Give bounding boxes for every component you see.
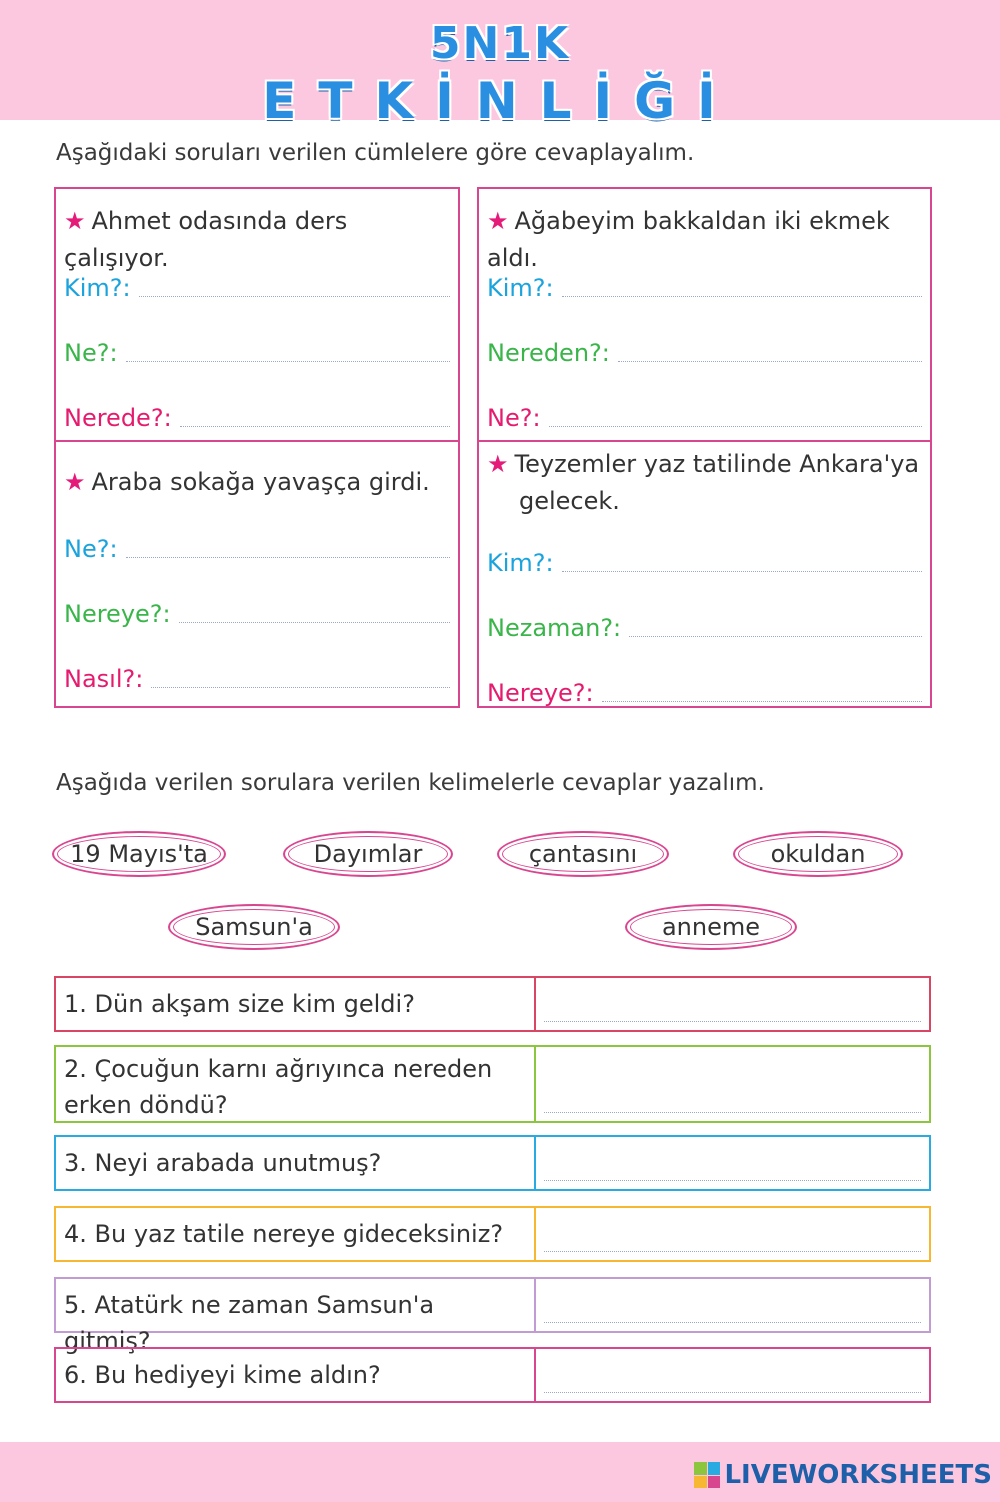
question-text: 3. Neyi arabada unutmuş?	[56, 1137, 536, 1189]
question-row	[54, 976, 931, 1032]
answer-field[interactable]	[536, 1208, 929, 1260]
answer-line[interactable]: Nerede?:	[64, 397, 450, 433]
answer-line[interactable]: Nereye?:	[487, 672, 922, 708]
word-oval: anneme	[625, 904, 797, 950]
answer-line[interactable]: Ne?:	[64, 332, 450, 368]
question-text: 1. Dün akşam size kim geldi?	[56, 978, 536, 1030]
card-sentence: ★ Ağabeyim bakkaldan iki ekmek aldı.	[487, 207, 890, 272]
star-icon: ★	[487, 207, 509, 235]
card-sentence: ★ Teyzemler yaz tatilinde Ankara'ya gelecek.	[487, 450, 920, 515]
card-agabeyim	[477, 187, 932, 442]
answer-field[interactable]	[536, 978, 929, 1030]
question-row	[54, 1135, 931, 1191]
question-text: 4. Bu yaz tatile nereye gideceksiniz?	[56, 1208, 536, 1260]
question-row	[54, 1206, 931, 1262]
word-oval: çantasını	[497, 831, 669, 877]
card-sentence: ★ Araba sokağa yavaşça girdi.	[64, 468, 430, 496]
answer-line[interactable]: Nezaman?:	[487, 607, 922, 643]
question-row	[54, 1277, 931, 1355]
answer-line[interactable]: Nasıl?:	[64, 658, 450, 694]
section1-instruction: Aşağıdaki soruları verilen cümlelere göre cevaplayalım.	[56, 140, 695, 166]
answer-field[interactable]	[536, 1137, 929, 1189]
answer-field[interactable]	[536, 1349, 929, 1401]
question-row	[54, 1347, 931, 1403]
star-icon: ★	[487, 450, 509, 478]
star-icon: ★	[64, 468, 86, 496]
answer-field[interactable]	[536, 1047, 929, 1121]
card-araba	[54, 440, 460, 708]
title-5n1k: 5N1K	[429, 18, 571, 69]
card-teyzemler	[477, 440, 932, 708]
word-oval: 19 Mayıs'ta	[52, 831, 226, 877]
star-icon: ★	[64, 207, 86, 235]
liveworksheets-logo: LIVEWORKSHEETS	[694, 1460, 992, 1490]
question-text: 5. Atatürk ne zaman Samsun'a gitmiş?	[56, 1279, 536, 1331]
answer-line[interactable]: Ne?:	[487, 397, 922, 433]
question-row	[54, 1045, 931, 1123]
word-oval: okuldan	[733, 831, 903, 877]
section2-instruction: Aşağıda verilen sorulara verilen kelimelerle cevaplar yazalım.	[56, 770, 765, 796]
question-text: 6. Bu hediyeyi kime aldın?	[56, 1349, 536, 1401]
answer-line[interactable]: Ne?:	[64, 528, 450, 564]
word-oval: Samsun'a	[168, 904, 340, 950]
answer-line[interactable]: Nereye?:	[64, 593, 450, 629]
card-ahmet	[54, 187, 460, 442]
title-etkinligi: ETKİNLİĞİ	[262, 72, 738, 130]
answer-line[interactable]: Kim?:	[487, 267, 922, 303]
card-sentence: ★ Ahmet odasında ders çalışıyor.	[64, 207, 348, 272]
word-oval: Dayımlar	[283, 831, 453, 877]
logo-icon	[694, 1462, 720, 1488]
question-text: 2. Çocuğun karnı ağrıyınca nereden erken döndü?	[56, 1047, 536, 1121]
answer-field[interactable]	[536, 1279, 929, 1331]
answer-line[interactable]: Nereden?:	[487, 332, 922, 368]
answer-line[interactable]: Kim?:	[64, 267, 450, 303]
answer-line[interactable]: Kim?:	[487, 542, 922, 578]
